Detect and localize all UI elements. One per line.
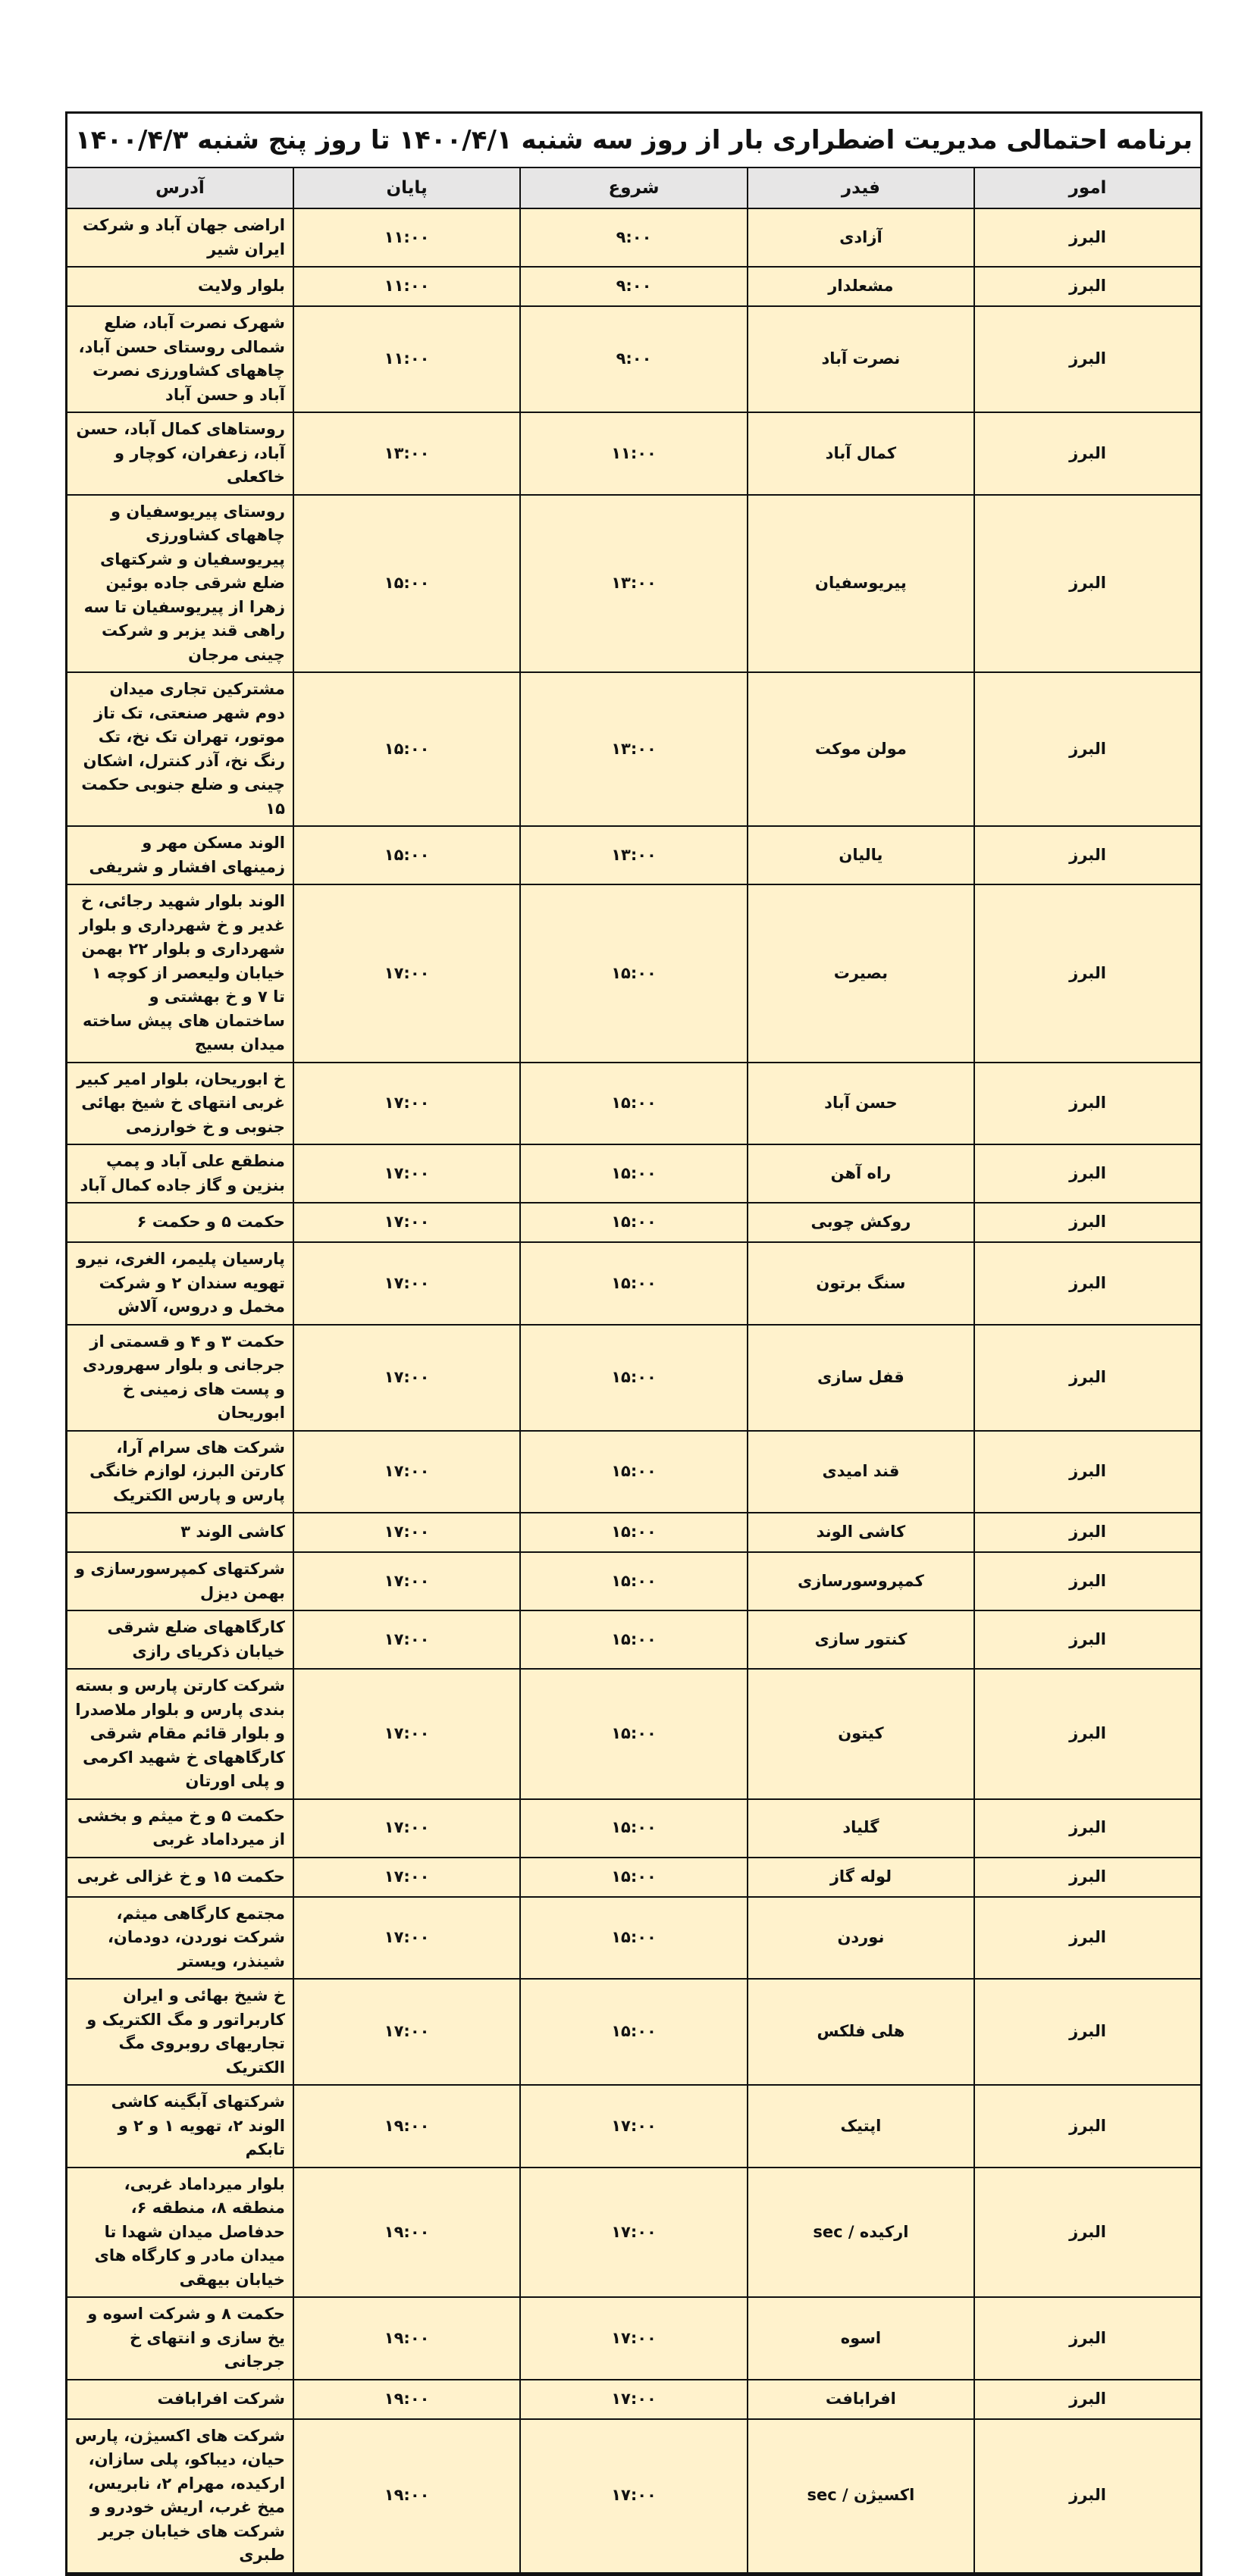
row-feeder: کنتور سازی: [748, 1610, 974, 1669]
row-region: البرز: [974, 2419, 1201, 2573]
row-feeder: ارکیده / sec: [748, 2168, 974, 2298]
row-feeder: قفل سازی: [748, 1325, 974, 1431]
row-address: حکمت ۳ و ۴ و قسمتی از جرجانی و بلوار سهروردی و پست های زمینی خ ابوریحان: [67, 1325, 293, 1431]
row-end: ۱۱:۰۰: [293, 267, 520, 306]
row-address: بلوار میرداماد غربی، منطقه ۸، منطقه ۶، حدفاصل میدان شهدا تا میدان مادر و کارگاه های خیابان بیهقی: [67, 2168, 293, 2298]
row-start: ۱۵:۰۰: [520, 1858, 747, 1897]
row-end: ۱۷:۰۰: [293, 1242, 520, 1325]
row-feeder: کمپروسورسازی: [748, 1552, 974, 1610]
row-end: ۱۷:۰۰: [293, 1669, 520, 1799]
row-address: کاشی الوند ۳: [67, 1513, 293, 1552]
table-row: [67, 2380, 1202, 2419]
table-row: [67, 1203, 1202, 1242]
row-start: ۱۷:۰۰: [520, 2419, 747, 2573]
row-region: البرز: [974, 672, 1201, 826]
row-region: البرز: [974, 2380, 1201, 2419]
table-row: [67, 2419, 1202, 2573]
row-address: خ ابوریحان، بلوار امیر کبیر غربی انتهای خ شیخ بهائی جنوبی و خ خوارزمی: [67, 1063, 293, 1145]
row-start: ۱۵:۰۰: [520, 1513, 747, 1552]
row-start: ۱۵:۰۰: [520, 1203, 747, 1242]
row-address: روستاهای کمال آباد، حسن آباد، زعفران، کوچار و خاکعلی: [67, 412, 293, 495]
row-address: روستای پیریوسفیان و چاههای کشاورزی پیریوسفیان و شرکتهای ضلع شرقی جاده بوئین زهرا از پیریوسفیان تا سه راهی قند یزبر و شرکت چینی مرجان: [67, 495, 293, 673]
row-start: ۱۳:۰۰: [520, 826, 747, 884]
row-start: ۱۵:۰۰: [520, 1063, 747, 1145]
row-end: ۱۹:۰۰: [293, 2085, 520, 2168]
table-row: [67, 2168, 1202, 2298]
row-region: البرز: [974, 1144, 1201, 1203]
schedule-table: [65, 111, 1202, 2574]
row-end: ۱۷:۰۰: [293, 1203, 520, 1242]
row-start: ۹:۰۰: [520, 306, 747, 412]
table-body: [67, 208, 1202, 2573]
table-row: [67, 2085, 1202, 2168]
row-address: مشترکین تجاری میدان دوم شهر صنعتی، تک تاز موتور، تهران تک نخ، تک رنگ نخ، آذر کنترل، اشکان چینی و ضلع جنوبی حکمت ۱۵: [67, 672, 293, 826]
row-start: ۱۵:۰۰: [520, 1144, 747, 1203]
header-feeder: فیدر: [748, 167, 974, 208]
row-end: ۱۷:۰۰: [293, 1513, 520, 1552]
row-feeder: افرابافت: [748, 2380, 974, 2419]
table-row: [67, 672, 1202, 826]
row-start: ۱۵:۰۰: [520, 1897, 747, 1980]
row-address: خ شیخ بهائی و ایران کاربراتور و مگ الکتریک و تجاریهای روبروی مگ الکتریک: [67, 1979, 293, 2085]
row-region: البرز: [974, 1242, 1201, 1325]
row-region: البرز: [974, 1552, 1201, 1610]
table-row: [67, 2297, 1202, 2380]
row-end: ۱۷:۰۰: [293, 1552, 520, 1610]
row-region: البرز: [974, 1610, 1201, 1669]
table-row: [67, 884, 1202, 1063]
row-feeder: کاشی الوند: [748, 1513, 974, 1552]
table-row: [67, 267, 1202, 306]
row-start: ۱۷:۰۰: [520, 2380, 747, 2419]
row-end: ۱۷:۰۰: [293, 1431, 520, 1513]
row-start: ۱۵:۰۰: [520, 1325, 747, 1431]
table-row: [67, 826, 1202, 884]
row-feeder: اسوه: [748, 2297, 974, 2380]
table-row: [67, 1144, 1202, 1203]
header-start: شروع: [520, 167, 747, 208]
row-region: البرز: [974, 2297, 1201, 2380]
row-start: ۹:۰۰: [520, 267, 747, 306]
row-address: حکمت ۵ و خ میثم و بخشی از میرداماد غربی: [67, 1799, 293, 1858]
table-row: [67, 306, 1202, 412]
row-start: ۱۷:۰۰: [520, 2297, 747, 2380]
row-address: حکمت ۱۵ و خ غزالی غربی: [67, 1858, 293, 1897]
row-start: ۱۵:۰۰: [520, 1610, 747, 1669]
row-end: ۱۹:۰۰: [293, 2380, 520, 2419]
row-end: ۱۷:۰۰: [293, 1799, 520, 1858]
row-region: البرز: [974, 1513, 1201, 1552]
row-address: حکمت ۵ و حکمت ۶: [67, 1203, 293, 1242]
row-address: الوند مسکن مهر و زمینهای افشار و شریفی: [67, 826, 293, 884]
row-address: اراضی جهان آباد و شرکت ایران شیر: [67, 208, 293, 267]
row-start: ۱۳:۰۰: [520, 672, 747, 826]
row-feeder: لوله گاز: [748, 1858, 974, 1897]
row-end: ۱۱:۰۰: [293, 208, 520, 267]
row-address: بلوار ولایت: [67, 267, 293, 306]
table-row: [67, 1552, 1202, 1610]
row-start: ۱۵:۰۰: [520, 884, 747, 1063]
document-title: برنامه احتمالی مدیریت اضطراری بار از روز سه شنبه ۱۴۰۰/۴/۱ تا روز پنج شنبه ۱۴۰۰/۴/۳: [67, 113, 1202, 168]
row-feeder: کمال آباد: [748, 412, 974, 495]
row-feeder: کیتون: [748, 1669, 974, 1799]
row-region: البرز: [974, 1431, 1201, 1513]
table-row: [67, 1799, 1202, 1858]
row-region: البرز: [974, 412, 1201, 495]
row-feeder: آزادی: [748, 208, 974, 267]
row-end: ۱۹:۰۰: [293, 2419, 520, 2573]
row-region: البرز: [974, 1669, 1201, 1799]
row-region: البرز: [974, 1979, 1201, 2085]
row-feeder: مشعلدار: [748, 267, 974, 306]
row-feeder: قند امیدی: [748, 1431, 974, 1513]
row-address: شرکتهای آبگینه کاشی الوند ۲، تهویه ۱ و ۲ و تابکم: [67, 2085, 293, 2168]
row-address: شرکت افرابافت: [67, 2380, 293, 2419]
row-feeder: نصرت آباد: [748, 306, 974, 412]
row-start: ۱۵:۰۰: [520, 1552, 747, 1610]
row-address: کارگاههای ضلع شرقی خیابان ذکریای رازی: [67, 1610, 293, 1669]
row-end: ۱۷:۰۰: [293, 1325, 520, 1431]
table-row: [67, 1610, 1202, 1669]
header-address: آدرس: [67, 167, 293, 208]
table-row: [67, 1897, 1202, 1980]
row-start: ۱۵:۰۰: [520, 1431, 747, 1513]
row-end: ۱۵:۰۰: [293, 495, 520, 673]
row-region: البرز: [974, 267, 1201, 306]
row-feeder: سنگ برتون: [748, 1242, 974, 1325]
table-row: [67, 1513, 1202, 1552]
row-region: البرز: [974, 826, 1201, 884]
table-row: [67, 1325, 1202, 1431]
row-address: پارسیان پلیمر، الغری، نیرو تهویه سندان ۲ و شرکت مخمل و دروس، آلاش: [67, 1242, 293, 1325]
row-end: ۱۷:۰۰: [293, 1610, 520, 1669]
table-row: [67, 1242, 1202, 1325]
row-region: البرز: [974, 2168, 1201, 2298]
row-feeder: اکسیژن / sec: [748, 2419, 974, 2573]
row-feeder: گلیاد: [748, 1799, 974, 1858]
row-region: البرز: [974, 884, 1201, 1063]
row-end: ۱۵:۰۰: [293, 672, 520, 826]
row-start: ۱۵:۰۰: [520, 1799, 747, 1858]
row-end: ۱۱:۰۰: [293, 306, 520, 412]
row-address: منطقع علی آباد و پمپ بنزین و گاز جاده کمال آباد: [67, 1144, 293, 1203]
row-end: ۱۷:۰۰: [293, 1858, 520, 1897]
row-region: البرز: [974, 495, 1201, 673]
row-address: مجتمع کارگاهی میثم، شرکت نوردن، دودمان، شینذر، ویستر: [67, 1897, 293, 1980]
row-feeder: مولن موکت: [748, 672, 974, 826]
row-start: ۹:۰۰: [520, 208, 747, 267]
row-end: ۱۷:۰۰: [293, 1063, 520, 1145]
row-address: شهرک نصرت آباد، ضلع شمالی روستای حسن آباد، چاههای کشاورزی نصرت آباد و حسن آباد: [67, 306, 293, 412]
row-feeder: بصیرت: [748, 884, 974, 1063]
header-region: امور: [974, 167, 1201, 208]
row-address: شرکت های سرام آرا، کارتن البرز، لوازم خانگی پارس و پارس الکتریک: [67, 1431, 293, 1513]
row-feeder: یالیان: [748, 826, 974, 884]
row-address: شرکتهای کمپرسورسازی و بهمن دیزل: [67, 1552, 293, 1610]
table-row: [67, 208, 1202, 267]
table-row: [67, 1858, 1202, 1897]
row-feeder: نوردن: [748, 1897, 974, 1980]
row-feeder: هلی فلکس: [748, 1979, 974, 2085]
row-region: البرز: [974, 306, 1201, 412]
row-end: ۱۷:۰۰: [293, 1897, 520, 1980]
row-start: ۱۵:۰۰: [520, 1669, 747, 1799]
table-row: [67, 1431, 1202, 1513]
table-header-row: [67, 167, 1202, 208]
table-row: [67, 495, 1202, 673]
row-region: البرز: [974, 1897, 1201, 1980]
row-end: ۱۵:۰۰: [293, 826, 520, 884]
row-address: حکمت ۸ و شرکت اسوه و یخ سازی و انتهای خ جرجانی: [67, 2297, 293, 2380]
row-feeder: روکش چوبی: [748, 1203, 974, 1242]
row-address: الوند بلوار شهید رجائی، خ غدیر و خ شهرداری و بلوار شهرداری و بلوار ۲۲ بهمن خیابان ولیعصر از کوچه ۱ تا ۷ و خ بهشتی و ساختمان های پیش ساخته میدان بسیج: [67, 884, 293, 1063]
row-region: البرز: [974, 1325, 1201, 1431]
row-start: ۱۷:۰۰: [520, 2168, 747, 2298]
row-feeder: راه آهن: [748, 1144, 974, 1203]
table-row: [67, 412, 1202, 495]
header-end: پایان: [293, 167, 520, 208]
row-region: البرز: [974, 1858, 1201, 1897]
row-start: ۱۵:۰۰: [520, 1979, 747, 2085]
row-feeder: حسن آباد: [748, 1063, 974, 1145]
schedule-document: [65, 111, 1202, 2576]
table-row: [67, 1669, 1202, 1799]
row-start: ۱۷:۰۰: [520, 2085, 747, 2168]
row-end: ۱۷:۰۰: [293, 1144, 520, 1203]
row-region: البرز: [974, 2085, 1201, 2168]
row-address: شرکت کارتن پارس و بسته بندی پارس و بلوار ملاصدرا و بلوار قائم مقام شرقی کارگاههای خ شهید اکرمی و پلی اورتان: [67, 1669, 293, 1799]
row-start: ۱۳:۰۰: [520, 495, 747, 673]
row-end: ۱۷:۰۰: [293, 884, 520, 1063]
row-region: البرز: [974, 1063, 1201, 1145]
row-region: البرز: [974, 208, 1201, 267]
row-feeder: اپتیک: [748, 2085, 974, 2168]
row-end: ۱۹:۰۰: [293, 2297, 520, 2380]
row-end: ۱۷:۰۰: [293, 1979, 520, 2085]
row-start: ۱۱:۰۰: [520, 412, 747, 495]
row-start: ۱۵:۰۰: [520, 1242, 747, 1325]
row-region: البرز: [974, 1799, 1201, 1858]
row-address: شرکت های اکسیژن، پارس حیان، دیباکو، پلی سازان، ارکیده، مهرام ۲، نابریس، میخ غرب، اریش خودرو و شرکت های خیابان جریر طبری: [67, 2419, 293, 2573]
row-region: البرز: [974, 1203, 1201, 1242]
table-row: [67, 1063, 1202, 1145]
table-row: [67, 1979, 1202, 2085]
row-feeder: پیریوسفیان: [748, 495, 974, 673]
row-end: ۱۳:۰۰: [293, 412, 520, 495]
row-end: ۱۹:۰۰: [293, 2168, 520, 2298]
